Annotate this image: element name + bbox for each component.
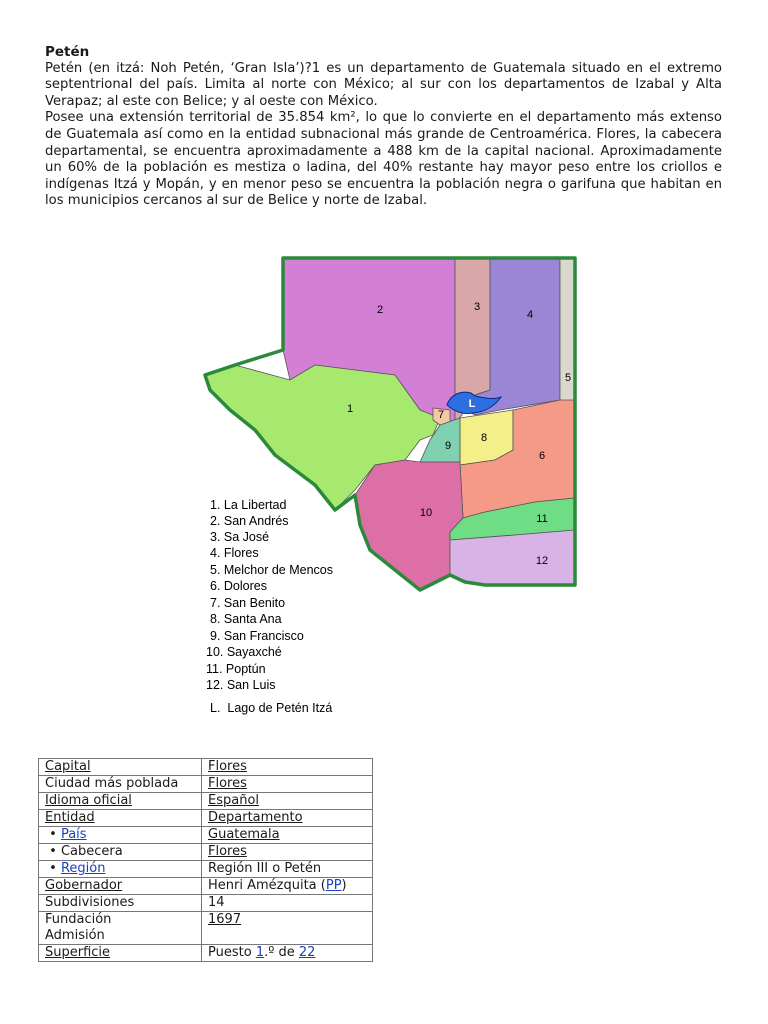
legend-item-lake: L. Lago de Petén Itzá <box>210 701 333 715</box>
rank-of-label: .º de <box>264 945 299 960</box>
region-label-9: 9 <box>444 440 452 452</box>
table-row <box>39 945 373 962</box>
region-label-5: 5 <box>564 372 572 384</box>
region-link[interactable]: Región <box>60 861 106 876</box>
table-row <box>39 895 373 912</box>
legend-item-9: 9. San Francisco <box>210 629 304 643</box>
region-label-7: 7 <box>437 409 445 421</box>
paren-close: ) <box>341 878 347 893</box>
table-row <box>39 810 373 827</box>
table-cell-value: Región III o Petén <box>202 861 373 878</box>
region-label-11: 11 <box>536 513 548 525</box>
table-row <box>39 861 373 878</box>
table-row <box>39 878 373 895</box>
legend-item-5: 5. Melchor de Mencos <box>210 563 333 577</box>
table-cell-value: 14 <box>202 895 373 912</box>
article-paragraph-2: Posee una extensión territorial de 35.854 km², lo que lo convierte en el departamento más extenso de Guatemala así como en la entidad subnacional más grande de Centroamérica. Flores, la cabecera departamental, se encuentra aproximadamente a 488 km de la capital nacional. Aproximadamente un 60% de la población es mestiza o ladina, del 40% restante hay mayor peso entre los criollos e indígenas Itzá y Mopán, y en menor peso se encuentra la población negra o garifuna que habitan en los municipios cercanos al sur de Belice y norte de Izabal. <box>45 110 722 209</box>
espanol-link[interactable]: Español <box>208 793 260 808</box>
bullet: • <box>45 861 61 876</box>
lake-label: L <box>468 398 476 410</box>
table-cell-key: Ciudad más poblada <box>39 776 202 793</box>
article-title: Petén <box>45 44 90 60</box>
region-label-1: 1 <box>346 403 354 415</box>
region-label-2: 2 <box>376 304 384 316</box>
article-paragraph-1: Petén (en itzá: Noh Petén, ‘Gran Isla’)?1 es un departamento de Guatemala situado en el extremo septentrional del país. Limita al norte con México; al sur con los departamentos de Izabal y Alta Verapaz; al este con Belice; y al oeste con México. <box>45 60 722 109</box>
year-1697-link[interactable]: 1697 <box>208 912 242 927</box>
bullet: • <box>45 827 61 842</box>
flores-link[interactable]: Flores <box>208 844 247 859</box>
entidad-link[interactable]: Entidad <box>45 810 95 825</box>
legend-item-2: 2. San Andrés <box>210 514 289 528</box>
table-cell-key: Subdivisiones <box>39 895 202 912</box>
admision-label: Admisión <box>45 928 105 943</box>
peten-map <box>195 250 585 720</box>
gobernador-link[interactable]: Gobernador <box>45 878 123 893</box>
gobernador-name: Henri Amézquita ( <box>208 878 326 893</box>
superficie-link[interactable]: Superficie <box>45 945 111 960</box>
legend-item-1: 1. La Libertad <box>210 498 287 512</box>
legend-item-10: 10. Sayaxché <box>206 645 282 659</box>
departamento-link[interactable]: Departamento <box>208 810 303 825</box>
rank-1-link[interactable]: 1 <box>255 945 265 960</box>
puesto-label: Puesto <box>208 945 256 960</box>
region-label-4: 4 <box>526 309 534 321</box>
cabecera-label: Cabecera <box>60 844 123 859</box>
legend-item-8: 8. Santa Ana <box>210 612 282 626</box>
table-row <box>39 912 373 945</box>
region-label-12: 12 <box>535 555 549 567</box>
legend-item-12: 12. San Luis <box>206 678 276 692</box>
idioma-oficial-link[interactable]: Idioma oficial <box>45 793 132 808</box>
region-label-10: 10 <box>419 507 433 519</box>
region-10-sayaxche <box>355 460 463 590</box>
region-12-san-luis <box>450 530 575 585</box>
pp-link[interactable]: PP <box>325 878 342 893</box>
table-row <box>39 827 373 844</box>
legend-item-3: 3. Sa José <box>210 530 270 544</box>
table-row <box>39 759 373 776</box>
table-row <box>39 844 373 861</box>
region-label-3: 3 <box>473 301 481 313</box>
map-legend <box>206 498 333 715</box>
flores-link[interactable]: Flores <box>208 776 247 791</box>
region-label-8: 8 <box>480 432 488 444</box>
infobox-table <box>38 758 373 962</box>
legend-item-7: 7. San Benito <box>210 596 286 610</box>
table-row <box>39 776 373 793</box>
capital-link[interactable]: Capital <box>45 759 91 774</box>
flores-link[interactable]: Flores <box>208 759 247 774</box>
bullet: • <box>45 844 61 859</box>
legend-item-11: 11. Poptún <box>206 662 266 676</box>
guatemala-link[interactable]: Guatemala <box>208 827 280 842</box>
article <box>45 44 722 210</box>
legend-item-6: 6. Dolores <box>210 579 267 593</box>
pais-link[interactable]: País <box>60 827 87 842</box>
legend-item-4: 4. Flores <box>210 546 259 560</box>
region-label-6: 6 <box>538 450 546 462</box>
rank-22-link[interactable]: 22 <box>298 945 316 960</box>
fundacion-label: Fundación <box>45 912 112 927</box>
table-row <box>39 793 373 810</box>
